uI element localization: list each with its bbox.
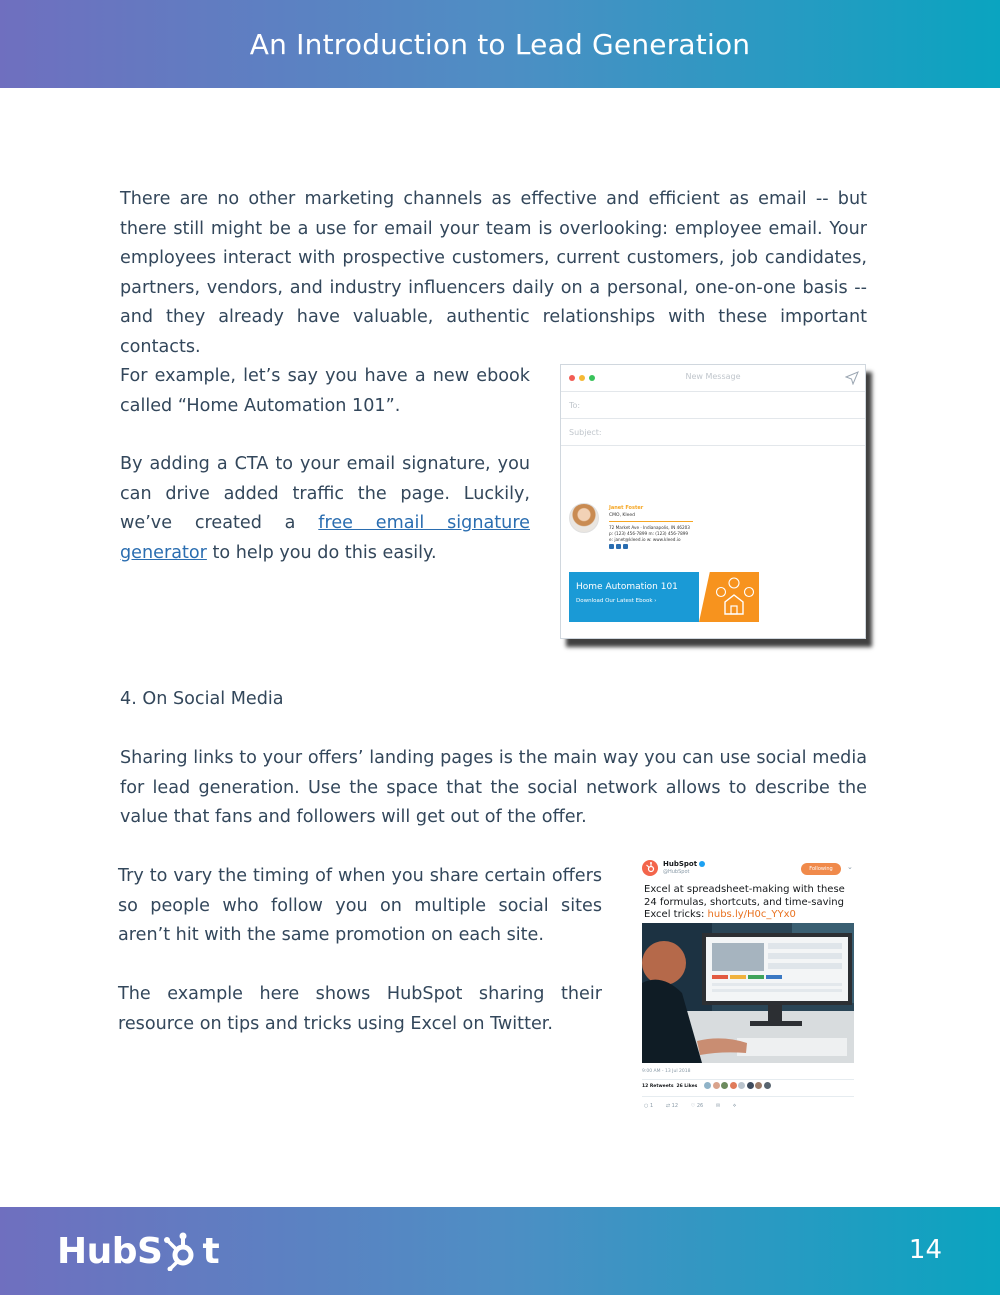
cta-text-before: By adding a CTA to your email signature, you can drive added traffic the page. Luckily, we’ve created a: [120, 454, 530, 533]
email-to-field: To:: [561, 392, 865, 419]
avatar: [713, 1082, 720, 1089]
cta-banner-art: [699, 572, 759, 622]
social-paragraph: Sharing links to your offers’ landing pages is the main way you can use social media for lead generation. Use the space that the social network allows to describe the value that fans and followers will get out of the offer.: [120, 748, 867, 827]
avatar: [721, 1082, 728, 1089]
tweet-divider: [642, 1096, 854, 1097]
tweet-timestamp: 9:00 AM - 13 Jul 2018: [642, 1069, 691, 1074]
following-button[interactable]: Following: [801, 863, 841, 875]
tweet-divider: [642, 1079, 854, 1080]
tweet-photo: [642, 923, 854, 1063]
cta-paragraph: [120, 450, 530, 568]
email-subject-field: Subject:: [561, 419, 865, 446]
logo-text-left: HubS: [57, 1230, 163, 1272]
avatar: [704, 1082, 711, 1089]
hubspot-avatar-icon: [642, 860, 658, 876]
retweets-count[interactable]: 12 Retweets: [642, 1084, 674, 1089]
tweet-stats: [642, 1084, 697, 1089]
signature-role: CMO, Kleed: [609, 513, 636, 518]
person-at-computer-image: [642, 923, 854, 1063]
twitter-example-paragraph: The example here shows HubSpot sharing their resource on tips and tricks using Excel on Twitter.: [118, 984, 602, 1034]
cta-banner-title: Home Automation 101: [576, 582, 678, 592]
signature-phone: p: (123) 456-7899 m: (123) 456-7899: [609, 531, 689, 536]
tweet-text: [644, 884, 856, 922]
email-window-title: New Message: [685, 372, 741, 381]
example-paragraph: For example, let’s say you have a new ebook called “Home Automation 101”.: [120, 366, 530, 416]
page-footer: [0, 1207, 1000, 1295]
avatar: [764, 1082, 771, 1089]
email-signature: [569, 503, 759, 563]
social-media-heading: 4. On Social Media: [120, 689, 284, 709]
verified-icon: [699, 861, 705, 867]
analytics-icon[interactable]: ⟡: [732, 1103, 737, 1109]
tweet-author-name-text: HubSpot: [663, 860, 698, 868]
intro-paragraph: There are no other marketing channels as effective and efficient as email -- but there still might be a use for email your team is overlooking: employee email. Your employees interact with prospective customers, current customers, job candidates, partners, vendors, and industry influencers daily on a personal, one-on-one basis -- and they already have valuable, authentic relationships with these important contacts.: [120, 189, 867, 357]
logo-text-right: t: [202, 1230, 220, 1272]
page-title: An Introduction to Lead Generation: [249, 27, 751, 61]
message-icon[interactable]: ✉: [715, 1103, 721, 1109]
tweet-body: Excel at spreadsheet-making with these 24 formulas, shortcuts, and time-saving Excel tricks:: [644, 884, 845, 920]
avatar: [755, 1082, 762, 1089]
reply-count: 1: [649, 1103, 654, 1109]
facebook-icon: [616, 544, 621, 549]
signature-divider: [609, 521, 693, 522]
cta-banner-text: [569, 572, 699, 622]
send-icon: [845, 371, 859, 385]
chevron-down-icon[interactable]: ⌄: [847, 863, 853, 871]
tweet-author-name[interactable]: [663, 860, 705, 868]
cta-banner-subtitle: Download Our Latest Ebook ›: [576, 598, 657, 604]
tweet-link[interactable]: hubs.ly/H0c_YYx0: [707, 909, 796, 920]
cta-text-after: to help you do this easily.: [206, 542, 437, 563]
email-signature-example: [560, 364, 866, 639]
email-title-bar: [561, 365, 865, 392]
avatar: [738, 1082, 745, 1089]
signature-generator-link[interactable]: free email signature generator: [120, 513, 530, 563]
smart-home-icon: [699, 572, 759, 622]
avatar: [569, 503, 599, 533]
tweet-actions: [644, 1103, 736, 1109]
reply-icon[interactable]: ○: [644, 1103, 649, 1109]
tweet-example: [642, 856, 856, 1116]
signature-address: 72 Market Ave · Indianapolis, IN 46203: [609, 525, 690, 530]
sprocket-icon: [642, 860, 658, 876]
page-number: 14: [908, 1235, 942, 1265]
tweet-author-handle: @HubSpot: [663, 869, 690, 875]
signature-email: e: janet@kleed.io w: www.kleed.io: [609, 537, 681, 542]
sprocket-icon: [163, 1231, 201, 1271]
like-icon[interactable]: ♡: [690, 1103, 696, 1109]
liker-avatars: [704, 1082, 771, 1089]
hubspot-logo: [57, 1229, 219, 1273]
retweet-icon[interactable]: ⇄: [665, 1103, 671, 1109]
page-header: [0, 0, 1000, 88]
linkedin-icon: [623, 544, 628, 549]
avatar: [730, 1082, 737, 1089]
retweet-count: 12: [671, 1103, 679, 1109]
twitter-icon: [609, 544, 614, 549]
timing-paragraph: Try to vary the timing of when you share certain offers so people who follow you on multiple social sites aren’t hit with the same promotion on each site.: [118, 866, 602, 945]
signature-social-icons: [609, 544, 628, 549]
likes-count[interactable]: 26 Likes: [676, 1084, 698, 1089]
avatar: [747, 1082, 754, 1089]
signature-cta-banner: [569, 572, 759, 622]
signature-name: Janet Foster: [609, 505, 644, 511]
like-count: 26: [696, 1103, 704, 1109]
